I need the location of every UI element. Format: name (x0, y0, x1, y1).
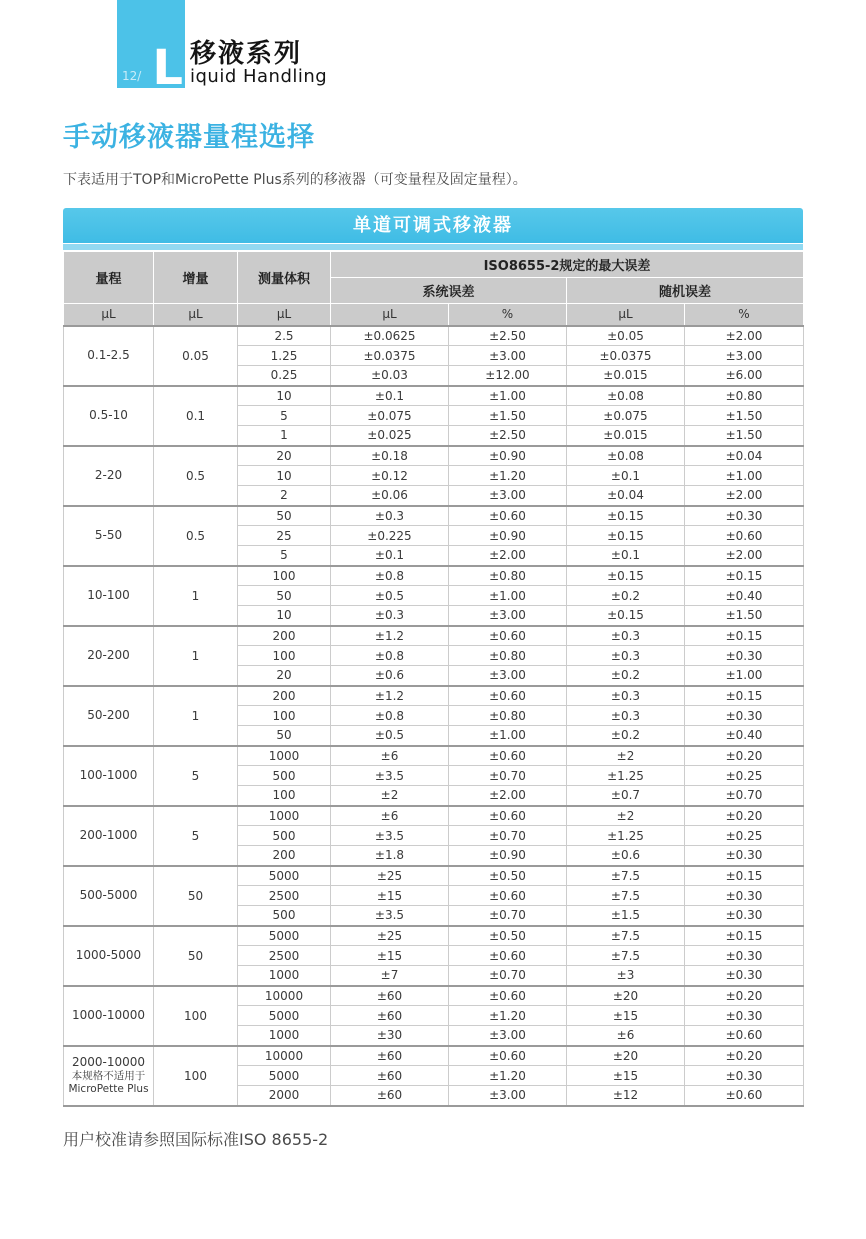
error-value-cell: ±0.12 (331, 466, 449, 486)
increment-cell: 0.05 (154, 326, 238, 386)
error-value-cell: ±0.60 (449, 626, 567, 646)
error-value-cell: ±20 (567, 986, 685, 1006)
error-value-cell: ±0.60 (449, 506, 567, 526)
range-note: MicroPette Plus (68, 1083, 149, 1095)
error-value-cell: ±0.80 (449, 646, 567, 666)
test-volume-cell: 1000 (238, 966, 331, 986)
error-value-cell: ±0.20 (685, 806, 804, 826)
error-value-cell: ±0.04 (685, 446, 804, 466)
page-number: 12/ (122, 69, 142, 83)
error-value-cell: ±0.20 (685, 986, 804, 1006)
series-title-cn: 移液系列 (190, 38, 303, 69)
error-value-cell: ±0.08 (567, 386, 685, 406)
error-value-cell: ±1.50 (449, 406, 567, 426)
error-value-cell: ±0.15 (567, 566, 685, 586)
spec-table (63, 251, 804, 1107)
increment-cell: 5 (154, 746, 238, 806)
table-row (64, 926, 804, 946)
test-volume-cell: 2000 (238, 1086, 331, 1106)
error-value-cell: ±0.225 (331, 526, 449, 546)
error-value-cell: ±15 (331, 886, 449, 906)
error-value-cell: ±2.00 (685, 486, 804, 506)
range-cell: 5-50 (64, 506, 154, 566)
brand-header (0, 0, 866, 96)
error-value-cell: ±0.15 (685, 926, 804, 946)
test-volume-cell: 1.25 (238, 346, 331, 366)
test-volume-cell: 20 (238, 666, 331, 686)
range-cell: 500-5000 (64, 866, 154, 926)
error-value-cell: ±0.60 (449, 746, 567, 766)
col-header-random-error: 随机误差 (567, 278, 804, 304)
error-value-cell: ±1.00 (685, 466, 804, 486)
error-value-cell: ±0.6 (567, 846, 685, 866)
error-value-cell: ±0.60 (685, 526, 804, 546)
test-volume-cell: 100 (238, 566, 331, 586)
increment-cell: 50 (154, 866, 238, 926)
test-volume-cell: 500 (238, 906, 331, 926)
logo-letter-l: L (152, 40, 183, 96)
error-value-cell: ±0.80 (449, 566, 567, 586)
test-volume-cell: 1000 (238, 1026, 331, 1046)
error-value-cell: ±0.70 (449, 966, 567, 986)
error-value-cell: ±3.00 (449, 666, 567, 686)
test-volume-cell: 10000 (238, 986, 331, 1006)
test-volume-cell: 2500 (238, 886, 331, 906)
error-value-cell: ±0.8 (331, 566, 449, 586)
error-value-cell: ±25 (331, 866, 449, 886)
increment-cell: 5 (154, 806, 238, 866)
test-volume-cell: 100 (238, 646, 331, 666)
error-value-cell: ±0.70 (449, 826, 567, 846)
error-value-cell: ±0.80 (685, 386, 804, 406)
error-value-cell: ±25 (331, 926, 449, 946)
range-cell: 100-1000 (64, 746, 154, 806)
range-cell: 1000-5000 (64, 926, 154, 986)
error-value-cell: ±12 (567, 1086, 685, 1106)
unit-cell: µL (331, 304, 449, 326)
error-value-cell: ±2.00 (449, 546, 567, 566)
error-value-cell: ±60 (331, 1066, 449, 1086)
col-header-systematic-error: 系统误差 (331, 278, 567, 304)
error-value-cell: ±0.3 (567, 626, 685, 646)
error-value-cell: ±0.15 (567, 506, 685, 526)
error-value-cell: ±0.70 (685, 786, 804, 806)
increment-cell: 1 (154, 566, 238, 626)
error-value-cell: ±0.60 (449, 686, 567, 706)
error-value-cell: ±3.5 (331, 906, 449, 926)
col-header-test-volume: 测量体积 (238, 252, 331, 304)
error-value-cell: ±0.30 (685, 906, 804, 926)
test-volume-cell: 5 (238, 406, 331, 426)
error-value-cell: ±1.50 (685, 606, 804, 626)
error-value-cell: ±1.25 (567, 826, 685, 846)
error-value-cell: ±0.25 (685, 766, 804, 786)
error-value-cell: ±0.60 (449, 886, 567, 906)
error-value-cell: ±0.015 (567, 366, 685, 386)
error-value-cell: ±0.50 (449, 926, 567, 946)
range-cell: 1000-10000 (64, 986, 154, 1046)
increment-cell: 1 (154, 686, 238, 746)
table-banner: 单道可调式移液器 (63, 208, 803, 243)
test-volume-cell: 0.25 (238, 366, 331, 386)
table-row (64, 1046, 804, 1066)
error-value-cell: ±0.60 (449, 1046, 567, 1066)
error-value-cell: ±20 (567, 1046, 685, 1066)
error-value-cell: ±0.90 (449, 526, 567, 546)
header-row-1 (64, 252, 804, 278)
error-value-cell: ±0.3 (567, 706, 685, 726)
error-value-cell: ±3.00 (449, 486, 567, 506)
error-value-cell: ±60 (331, 1086, 449, 1106)
error-value-cell: ±0.075 (331, 406, 449, 426)
error-value-cell: ±0.1 (331, 386, 449, 406)
error-value-cell: ±0.70 (449, 906, 567, 926)
error-value-cell: ±0.40 (685, 726, 804, 746)
brand-logo-block (117, 0, 185, 96)
test-volume-cell: 100 (238, 706, 331, 726)
test-volume-cell: 5000 (238, 1066, 331, 1086)
error-value-cell: ±6 (567, 1026, 685, 1046)
error-value-cell: ±0.1 (567, 466, 685, 486)
error-value-cell: ±0.60 (449, 946, 567, 966)
error-value-cell: ±7.5 (567, 886, 685, 906)
error-value-cell: ±12.00 (449, 366, 567, 386)
range-cell: 20-200 (64, 626, 154, 686)
increment-cell: 100 (154, 1046, 238, 1106)
test-volume-cell: 5 (238, 546, 331, 566)
error-value-cell: ±1.20 (449, 466, 567, 486)
error-value-cell: ±7 (331, 966, 449, 986)
page-subtitle: 下表适用于TOP和MicroPette Plus系列的移液器（可变量程及固定量程）。 (63, 172, 527, 188)
error-value-cell: ±0.015 (567, 426, 685, 446)
error-value-cell: ±0.30 (685, 846, 804, 866)
test-volume-cell: 50 (238, 726, 331, 746)
spec-table-wrap (63, 208, 803, 1107)
unit-cell: µL (567, 304, 685, 326)
error-value-cell: ±15 (567, 1006, 685, 1026)
error-value-cell: ±2 (567, 746, 685, 766)
error-value-cell: ±15 (567, 1066, 685, 1086)
range-cell: 10-100 (64, 566, 154, 626)
error-value-cell: ±2 (331, 786, 449, 806)
error-value-cell: ±0.60 (685, 1086, 804, 1106)
unit-cell: µL (238, 304, 331, 326)
error-value-cell: ±1.20 (449, 1006, 567, 1026)
col-header-range: 量程 (64, 252, 154, 304)
error-value-cell: ±0.15 (567, 606, 685, 626)
error-value-cell: ±0.08 (567, 446, 685, 466)
error-value-cell: ±7.5 (567, 946, 685, 966)
error-value-cell: ±0.30 (685, 646, 804, 666)
error-value-cell: ±2.00 (685, 326, 804, 346)
test-volume-cell: 1000 (238, 806, 331, 826)
error-value-cell: ±3.5 (331, 766, 449, 786)
error-value-cell: ±0.20 (685, 746, 804, 766)
error-value-cell: ±0.15 (685, 566, 804, 586)
error-value-cell: ±6 (331, 806, 449, 826)
increment-cell: 50 (154, 926, 238, 986)
increment-cell: 0.5 (154, 446, 238, 506)
error-value-cell: ±1.25 (567, 766, 685, 786)
table-row (64, 386, 804, 406)
error-value-cell: ±0.25 (685, 826, 804, 846)
error-value-cell: ±2.00 (449, 786, 567, 806)
error-value-cell: ±0.40 (685, 586, 804, 606)
error-value-cell: ±0.15 (685, 626, 804, 646)
page-title: 手动移液器量程选择 (63, 122, 315, 153)
table-row (64, 506, 804, 526)
test-volume-cell: 200 (238, 626, 331, 646)
increment-cell: 100 (154, 986, 238, 1046)
error-value-cell: ±0.025 (331, 426, 449, 446)
range-cell: 50-200 (64, 686, 154, 746)
error-value-cell: ±0.7 (567, 786, 685, 806)
col-header-increment: 增量 (154, 252, 238, 304)
error-value-cell: ±0.04 (567, 486, 685, 506)
footer-note: 用户校准请参照国际标准ISO 8655-2 (63, 1129, 329, 1149)
error-value-cell: ±2.50 (449, 426, 567, 446)
error-value-cell: ±0.30 (685, 1066, 804, 1086)
error-value-cell: ±60 (331, 986, 449, 1006)
unit-cell: % (685, 304, 804, 326)
error-value-cell: ±0.0375 (331, 346, 449, 366)
error-value-cell: ±0.80 (449, 706, 567, 726)
error-value-cell: ±0.30 (685, 966, 804, 986)
error-value-cell: ±0.06 (331, 486, 449, 506)
error-value-cell: ±1.8 (331, 846, 449, 866)
error-value-cell: ±6.00 (685, 366, 804, 386)
error-value-cell: ±0.90 (449, 446, 567, 466)
unit-cell: µL (64, 304, 154, 326)
error-value-cell: ±0.2 (567, 586, 685, 606)
error-value-cell: ±60 (331, 1046, 449, 1066)
error-value-cell: ±60 (331, 1006, 449, 1026)
error-value-cell: ±15 (331, 946, 449, 966)
range-cell: 0.5-10 (64, 386, 154, 446)
test-volume-cell: 5000 (238, 926, 331, 946)
error-value-cell: ±0.3 (567, 686, 685, 706)
test-volume-cell: 1000 (238, 746, 331, 766)
test-volume-cell: 50 (238, 586, 331, 606)
test-volume-cell: 50 (238, 506, 331, 526)
error-value-cell: ±1.20 (449, 1066, 567, 1086)
error-value-cell: ±0.60 (449, 806, 567, 826)
test-volume-cell: 10 (238, 606, 331, 626)
error-value-cell: ±0.075 (567, 406, 685, 426)
test-volume-cell: 25 (238, 526, 331, 546)
error-value-cell: ±1.5 (567, 906, 685, 926)
increment-cell: 0.1 (154, 386, 238, 446)
units-row (64, 304, 804, 326)
error-value-cell: ±3.00 (449, 1026, 567, 1046)
test-volume-cell: 2500 (238, 946, 331, 966)
error-value-cell: ±0.03 (331, 366, 449, 386)
error-value-cell: ±30 (331, 1026, 449, 1046)
error-value-cell: ±1.00 (685, 666, 804, 686)
table-row (64, 566, 804, 586)
error-value-cell: ±0.0625 (331, 326, 449, 346)
test-volume-cell: 5000 (238, 1006, 331, 1026)
error-value-cell: ±0.2 (567, 666, 685, 686)
unit-cell: % (449, 304, 567, 326)
increment-cell: 1 (154, 626, 238, 686)
error-value-cell: ±0.8 (331, 706, 449, 726)
error-value-cell: ±0.0375 (567, 346, 685, 366)
error-value-cell: ±0.70 (449, 766, 567, 786)
error-value-cell: ±0.60 (685, 1026, 804, 1046)
brand-text (190, 38, 328, 88)
error-value-cell: ±0.30 (685, 946, 804, 966)
error-value-cell: ±0.3 (331, 506, 449, 526)
test-volume-cell: 200 (238, 686, 331, 706)
banner-strip (63, 244, 803, 250)
error-value-cell: ±0.30 (685, 886, 804, 906)
error-value-cell: ±3.00 (449, 606, 567, 626)
test-volume-cell: 100 (238, 786, 331, 806)
error-value-cell: ±0.30 (685, 706, 804, 726)
error-value-cell: ±3.5 (331, 826, 449, 846)
test-volume-cell: 200 (238, 846, 331, 866)
error-value-cell: ±2 (567, 806, 685, 826)
error-value-cell: ±0.3 (331, 606, 449, 626)
error-value-cell: ±7.5 (567, 866, 685, 886)
range-cell: 0.1-2.5 (64, 326, 154, 386)
error-value-cell: ±0.5 (331, 726, 449, 746)
error-value-cell: ±2.00 (685, 546, 804, 566)
error-value-cell: ±1.2 (331, 626, 449, 646)
error-value-cell: ±0.90 (449, 846, 567, 866)
error-value-cell: ±3.00 (449, 1086, 567, 1106)
unit-cell: µL (154, 304, 238, 326)
table-row (64, 686, 804, 706)
range-cell: 2-20 (64, 446, 154, 506)
error-value-cell: ±3.00 (685, 346, 804, 366)
error-value-cell: ±3 (567, 966, 685, 986)
error-value-cell: ±1.00 (449, 726, 567, 746)
error-value-cell: ±0.1 (331, 546, 449, 566)
table-row (64, 806, 804, 826)
table-row (64, 866, 804, 886)
error-value-cell: ±2.50 (449, 326, 567, 346)
error-value-cell: ±1.00 (449, 586, 567, 606)
error-value-cell: ±0.2 (567, 726, 685, 746)
test-volume-cell: 500 (238, 826, 331, 846)
range-note: 本规格不适用于 (71, 1070, 146, 1083)
error-value-cell: ±0.30 (685, 506, 804, 526)
error-value-cell: ±0.15 (685, 686, 804, 706)
error-value-cell: ±0.18 (331, 446, 449, 466)
col-header-iso-group: ISO8655-2规定的最大误差 (331, 252, 804, 278)
error-value-cell: ±0.20 (685, 1046, 804, 1066)
error-value-cell: ±1.2 (331, 686, 449, 706)
table-row (64, 326, 804, 346)
test-volume-cell: 500 (238, 766, 331, 786)
error-value-cell: ±1.50 (685, 406, 804, 426)
test-volume-cell: 1 (238, 426, 331, 446)
error-value-cell: ±0.15 (685, 866, 804, 886)
error-value-cell: ±0.5 (331, 586, 449, 606)
increment-cell: 0.5 (154, 506, 238, 566)
table-row (64, 446, 804, 466)
error-value-cell: ±0.05 (567, 326, 685, 346)
test-volume-cell: 20 (238, 446, 331, 466)
test-volume-cell: 2.5 (238, 326, 331, 346)
range-cell: 2000-10000 本规格不适用于 MicroPette Plus (64, 1046, 154, 1106)
table-row (64, 986, 804, 1006)
error-value-cell: ±0.6 (331, 666, 449, 686)
error-value-cell: ±7.5 (567, 926, 685, 946)
error-value-cell: ±6 (331, 746, 449, 766)
error-value-cell: ±1.50 (685, 426, 804, 446)
error-value-cell: ±0.50 (449, 866, 567, 886)
range-cell: 200-1000 (64, 806, 154, 866)
error-value-cell: ±0.60 (449, 986, 567, 1006)
test-volume-cell: 2 (238, 486, 331, 506)
series-title-en: iquid Handling (190, 66, 328, 88)
table-row (64, 746, 804, 766)
error-value-cell: ±1.00 (449, 386, 567, 406)
error-value-cell: ±3.00 (449, 346, 567, 366)
test-volume-cell: 10 (238, 386, 331, 406)
error-value-cell: ±0.3 (567, 646, 685, 666)
test-volume-cell: 5000 (238, 866, 331, 886)
error-value-cell: ±0.1 (567, 546, 685, 566)
test-volume-cell: 10 (238, 466, 331, 486)
error-value-cell: ±0.8 (331, 646, 449, 666)
error-value-cell: ±0.30 (685, 1006, 804, 1026)
error-value-cell: ±0.15 (567, 526, 685, 546)
table-row (64, 626, 804, 646)
test-volume-cell: 10000 (238, 1046, 331, 1066)
